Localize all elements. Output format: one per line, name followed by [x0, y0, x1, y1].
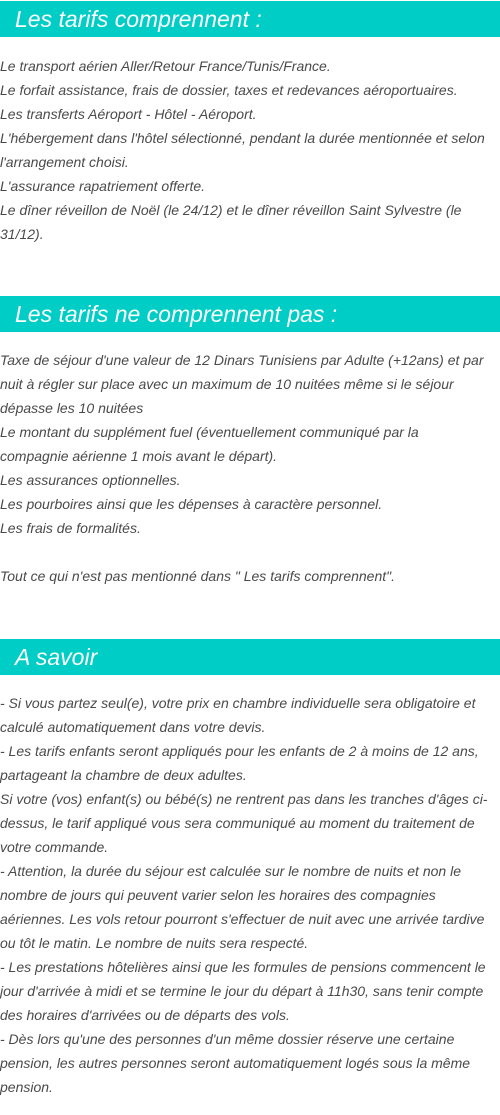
text-line: - Attention, la durée du séjour est calculée sur le nombre de nuits et non le — [0, 863, 461, 879]
text-line: Le montant du supplément fuel (éventuellement communiqué par la — [0, 424, 419, 440]
text-line: - Dès lors qu'une des personnes d'un même dossier réserve une certaine — [0, 1031, 455, 1047]
section-body — [0, 54, 500, 246]
text-line: l'arrangement choisi. — [0, 154, 129, 170]
text-line: L'assurance rapatriement offerte. — [0, 178, 206, 194]
text-line: Les pourboires ainsi que les dépenses à caractère personnel. — [0, 496, 383, 512]
section-title: Les tarifs comprennent : — [15, 5, 262, 32]
text-line: Taxe de séjour d'une valeur de 12 Dinars Tunisiens par Adulte (+12ans) et par — [0, 352, 484, 368]
text-line: ou tôt le matin. Le nombre de nuits sera respecté. — [0, 935, 309, 951]
text-line: votre commande. — [0, 839, 109, 855]
text-line: pension, les autres personnes seront automatiquement logés sous la même — [0, 1055, 471, 1071]
section-header-band — [0, 296, 500, 332]
section-header-band — [0, 639, 500, 675]
text-line: Les assurances optionnelles. — [0, 472, 181, 488]
text-line: Les frais de formalités. — [0, 520, 141, 536]
section-a-savoir — [0, 639, 500, 1099]
text-line: nuit à régler sur place avec un maximum de 10 nuitées même si le séjour — [0, 376, 454, 392]
text-line: dépasse les 10 nuitées — [0, 400, 144, 416]
text-line: Tout ce qui n'est pas mentionné dans " Les tarifs comprennent". — [0, 568, 395, 584]
section-title: Les tarifs ne comprennent pas : — [15, 300, 338, 327]
text-line: Le transport aérien Aller/Retour France/Tunis/France. — [0, 58, 331, 74]
text-line: compagnie aérienne 1 mois avant le départ). — [0, 448, 278, 464]
text-line: Les transferts Aéroport - Hôtel - Aéroport. — [0, 106, 257, 122]
section-header-band — [0, 1, 500, 37]
text-line: pension. — [0, 1079, 53, 1095]
text-line: jour d'arrivée à midi et se termine le jour du départ à 11h30, sans tenir compte — [0, 983, 484, 999]
section-tarifs-comprennent — [0, 1, 500, 246]
text-line: Le dîner réveillon de Noël (le 24/12) et le dîner réveillon Saint Sylvestre (le — [0, 202, 462, 218]
section-body — [0, 348, 500, 588]
text-line — [0, 540, 500, 564]
text-line: 31/12). — [0, 226, 44, 242]
text-line: - Les prestations hôtelières ainsi que les formules de pensions commencent le — [0, 959, 486, 975]
text-line: des horaires d'arrivées ou de départs des vols. — [0, 1007, 290, 1023]
text-line: Le forfait assistance, frais de dossier, taxes et redevances aéroportuaires. — [0, 82, 458, 98]
text-line: - Les tarifs enfants seront appliqués pour les enfants de 2 à moins de 12 ans, — [0, 743, 479, 759]
text-line: dessus, le tarif appliqué vous sera communiqué au moment du traitement de — [0, 815, 475, 831]
text-line: partageant la chambre de deux adultes. — [0, 767, 247, 783]
section-body — [0, 691, 500, 1099]
text-line: aériennes. Les vols retour pourront s'effectuer de nuit avec une arrivée tardive — [0, 911, 485, 927]
section-title: A savoir — [15, 643, 98, 670]
section-tarifs-ne-comprennent-pas — [0, 296, 500, 588]
text-line: nombre de jours qui peuvent varier selon les horaires des compagnies — [0, 887, 436, 903]
text-line: - Si vous partez seul(e), votre prix en chambre individuelle sera obligatoire et — [0, 695, 476, 711]
text-line: calculé automatiquement dans votre devis. — [0, 719, 266, 735]
text-line: L'hébergement dans l'hôtel sélectionné, pendant la durée mentionnée et selon — [0, 130, 485, 146]
text-line: Si votre (vos) enfant(s) ou bébé(s) ne rentrent pas dans les tranches d'âges ci- — [0, 791, 488, 807]
